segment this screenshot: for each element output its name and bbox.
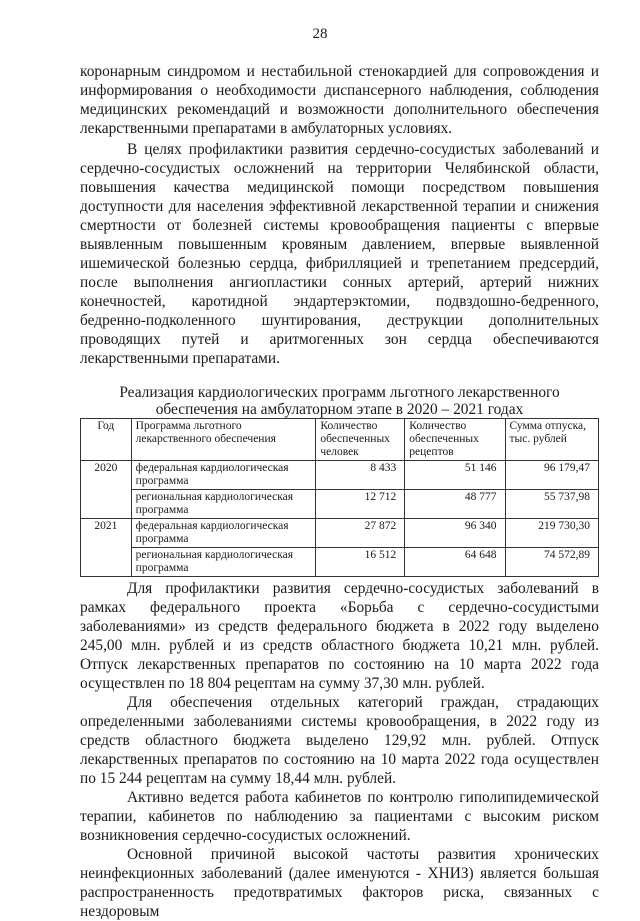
- cell-people: 27 872: [316, 519, 405, 548]
- table-header-row: [81, 419, 599, 461]
- cell-recipes: 48 777: [405, 490, 505, 519]
- header-recipes: Количество обеспеченных рецептов: [405, 419, 505, 461]
- header-year: Год: [81, 419, 132, 461]
- cell-year: 2021: [81, 519, 132, 577]
- cell-program: федеральная кардиологическая программа: [131, 461, 316, 490]
- cell-people: 8 433: [316, 461, 405, 490]
- paragraph-regional-budget: Для обеспечения отдельных категорий граждан, страдающих определенными заболеваниями системы кровообращения, в 2022 году из средств областного бюджета выделено 129,92 млн. рублей. Отпуск лекарственных препаратов по состоянию на 10 марта 2022 года осуществлен по 15 244 рецептам на сумму 18,44 млн. рублей.: [80, 694, 599, 787]
- cell-program: федеральная кардиологическая программа: [131, 519, 316, 548]
- cell-sum: 96 179,47: [505, 461, 598, 490]
- page-number: 28: [312, 26, 328, 42]
- paragraph-federal-project: Для профилактики развития сердечно-сосудистых заболеваний в рамках федерального проекта «Борьба с сердечно-сосудистыми заболеваниями» из средств федерального бюджета в 2022 году выделено 245,00 млн. рублей и из средств областного бюджета 10,21 млн. рублей. Отпуск лекарственных препаратов по состоянию на 10 марта 2022 года осуществлен по 18 804 рецептам на сумму 37,30 млн. рублей.: [80, 580, 599, 692]
- paragraph-risk-factors: Основной причиной высокой частоты развития хронических неинфекционных заболеваний (далее именуются - ХНИЗ) является большая распространенность предотвратимых факторов риска, связанных с нездоровым: [80, 846, 599, 920]
- cell-sum: 219 730,30: [505, 519, 598, 548]
- cardiology-programs-table: [80, 418, 599, 577]
- header-people: Количество обеспеченных человек: [316, 419, 405, 461]
- table-row: [81, 461, 599, 490]
- table-row: [81, 548, 599, 577]
- cell-program: региональная кардиологическая программа: [131, 548, 316, 577]
- table-row: [81, 490, 599, 519]
- cell-sum: 74 572,89: [505, 548, 598, 577]
- document-body: [80, 62, 599, 921]
- cell-recipes: 64 648: [405, 548, 505, 577]
- cell-program: региональная кардиологическая программа: [131, 490, 316, 519]
- cell-year: 2020: [81, 461, 132, 519]
- table-title: Реализация кардиологических программ льготного лекарственного обеспечения на амбулаторном этапе в 2020 – 2021 годах: [119, 384, 560, 418]
- cell-recipes: 51 146: [405, 461, 505, 490]
- cell-people: 12 712: [316, 490, 405, 519]
- table-row: [81, 519, 599, 548]
- cell-recipes: 96 340: [405, 519, 505, 548]
- paragraph-continuation: коронарным синдромом и нестабильной стенокардией для сопровождения и информирования о необходимости диспансерного наблюдения, соблюдения медицинских рекомендаций и возможности дополнительного обеспечения лекарственными препаратами в амбулаторных условиях.: [80, 63, 599, 137]
- paragraph-lipid-offices: Активно ведется работа кабинетов по контролю гиполипидемической терапии, кабинетов по наблюдению за пациентами с высоким риском возникновения сердечно-сосудистых осложнений.: [80, 789, 599, 844]
- header-program: Программа льготного лекарственного обеспечения: [131, 419, 316, 461]
- header-sum: Сумма отпуска, тыс. рублей: [505, 419, 598, 461]
- cell-sum: 55 737,98: [505, 490, 598, 519]
- paragraph-prevention-measures: В целях профилактики развития сердечно-сосудистых заболеваний и сердечно-сосудистых осложнений на территории Челябинской области, повышения качества медицинской помощи посредством повышения доступности для населения эффективной лекарственной терапии и снижения смертности от болезней системы кровообращения пациенты с впервые выявленным повышенным кровяным давлением, впервые выявленной ишемической болезнью сердца, фибрилляцией и трепетанием предсердий, после выполнения ангиопластики сонных артерий, артерий нижних конечностей, каротидной эндартерэктомии, подвздошно-бедренного, бедренно-подколенного шунтирования, деструкции дополнительных проводящих путей и аритмогенных зон сердца обеспечиваются лекарственными препаратами.: [80, 141, 599, 367]
- cell-people: 16 512: [316, 548, 405, 577]
